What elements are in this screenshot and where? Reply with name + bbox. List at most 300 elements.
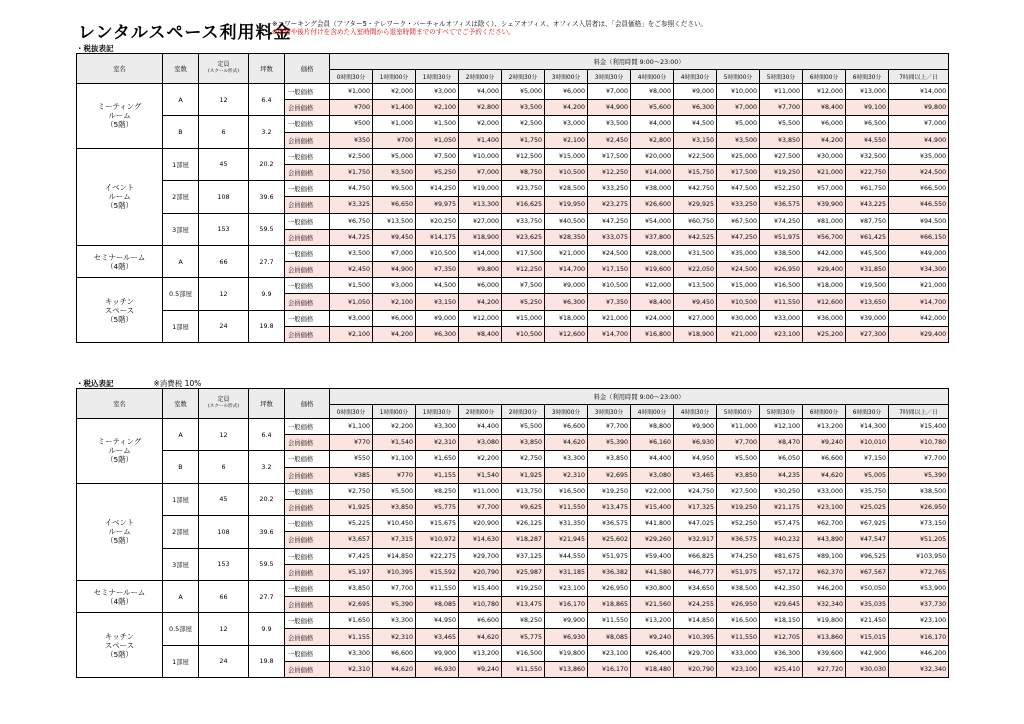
price-cell: ¥500 bbox=[330, 116, 373, 132]
price-cell: ¥23,625 bbox=[502, 229, 545, 245]
price-cell: ¥8,400 bbox=[631, 294, 674, 310]
price-cell: ¥41,580 bbox=[631, 564, 674, 580]
price-cell: ¥36,575 bbox=[588, 516, 631, 532]
room-name-line: （5階） bbox=[106, 649, 133, 659]
price-cell: ¥87,750 bbox=[846, 213, 889, 229]
price-cell: ¥62,700 bbox=[803, 516, 846, 532]
room-count: 1部屋 bbox=[163, 310, 199, 342]
header-duration: 2時間00分 bbox=[459, 70, 502, 84]
price-cell: ¥11,550 bbox=[545, 499, 588, 515]
page-title: レンタルスペース利用料金 bbox=[78, 23, 292, 43]
price-cell: ¥26,950 bbox=[717, 597, 760, 613]
price-cell: ¥59,400 bbox=[631, 548, 674, 564]
room-capacity: 6 bbox=[199, 451, 249, 483]
price-cell: ¥3,850 bbox=[373, 499, 416, 515]
room-capacity: 153 bbox=[199, 548, 249, 580]
price-cell: ¥14,000 bbox=[889, 84, 949, 100]
room-name-line: ルーム bbox=[108, 192, 131, 202]
price-cell: ¥22,050 bbox=[674, 262, 717, 278]
price-row bbox=[77, 116, 949, 132]
price-cell: ¥67,500 bbox=[717, 213, 760, 229]
tax-note: ※消費税 10% bbox=[153, 379, 202, 388]
room-name-line: （5階） bbox=[106, 314, 133, 324]
price-cell: ¥5,390 bbox=[889, 467, 949, 483]
price-cell: ¥5,005 bbox=[846, 467, 889, 483]
price-cell: ¥52,250 bbox=[717, 516, 760, 532]
price-row bbox=[77, 84, 949, 100]
note-member: ※コワーキング会員（アフター5・テレワーク・バーチャルオフィスは除く）、シェアオフィス、オフィス入居者は、「会員価格」をご参照ください。 bbox=[272, 20, 708, 28]
price-cell: ¥3,500 bbox=[588, 116, 631, 132]
room-tsubo: 6.4 bbox=[249, 419, 285, 451]
price-cell: ¥10,500 bbox=[502, 326, 545, 342]
price-cell: ¥6,300 bbox=[416, 326, 459, 342]
price-cell: ¥4,950 bbox=[416, 613, 459, 629]
price-cell: ¥25,602 bbox=[588, 532, 631, 548]
price-cell: ¥3,465 bbox=[416, 629, 459, 645]
price-cell: ¥10,500 bbox=[416, 245, 459, 261]
price-cell: ¥3,850 bbox=[717, 467, 760, 483]
price-cell: ¥7,700 bbox=[889, 451, 949, 467]
price-cell: ¥7,500 bbox=[416, 148, 459, 164]
price-cell: ¥7,700 bbox=[459, 499, 502, 515]
price-cell: ¥7,000 bbox=[459, 164, 502, 180]
room-name-line: ルーム bbox=[108, 527, 131, 537]
price-cell: ¥5,500 bbox=[717, 451, 760, 467]
price-cell: ¥23,275 bbox=[588, 197, 631, 213]
price-cell: ¥31,500 bbox=[674, 245, 717, 261]
header-duration: 3時間00分 bbox=[545, 405, 588, 419]
price-cell: ¥32,917 bbox=[674, 532, 717, 548]
price-cell: ¥8,800 bbox=[631, 419, 674, 435]
header-capacity-sub: (スクール形式) bbox=[207, 404, 240, 409]
price-cell: ¥26,400 bbox=[631, 645, 674, 661]
price-cell: ¥36,382 bbox=[588, 564, 631, 580]
member-price-label: 会員価格 bbox=[285, 564, 330, 580]
price-cell: ¥1,650 bbox=[416, 451, 459, 467]
price-cell: ¥54,000 bbox=[631, 213, 674, 229]
price-cell: ¥6,300 bbox=[545, 294, 588, 310]
price-cell: ¥7,350 bbox=[588, 294, 631, 310]
price-cell: ¥30,000 bbox=[717, 310, 760, 326]
room-name bbox=[77, 245, 163, 277]
price-cell: ¥42,000 bbox=[803, 245, 846, 261]
price-cell: ¥13,300 bbox=[459, 197, 502, 213]
price-cell: ¥3,657 bbox=[330, 532, 373, 548]
price-cell: ¥26,950 bbox=[889, 499, 949, 515]
price-cell: ¥3,080 bbox=[631, 467, 674, 483]
price-cell: ¥61,425 bbox=[846, 229, 889, 245]
room-tsubo: 27.7 bbox=[249, 245, 285, 277]
header-duration: 1時間30分 bbox=[416, 405, 459, 419]
price-cell: ¥2,750 bbox=[502, 451, 545, 467]
price-cell: ¥3,500 bbox=[717, 132, 760, 148]
room-capacity: 66 bbox=[199, 245, 249, 277]
price-cell: ¥18,150 bbox=[760, 613, 803, 629]
price-cell: ¥18,900 bbox=[674, 326, 717, 342]
price-cell: ¥3,325 bbox=[330, 197, 373, 213]
price-cell: ¥4,200 bbox=[459, 294, 502, 310]
price-cell: ¥16,170 bbox=[588, 661, 631, 677]
price-cell: ¥27,000 bbox=[674, 310, 717, 326]
price-cell: ¥31,185 bbox=[545, 564, 588, 580]
price-cell: ¥6,000 bbox=[803, 116, 846, 132]
price-cell: ¥4,400 bbox=[459, 419, 502, 435]
price-cell: ¥19,000 bbox=[459, 181, 502, 197]
room-name-line: ルーム bbox=[108, 111, 131, 121]
price-cell: ¥22,000 bbox=[631, 483, 674, 499]
header-capacity-sub: (スクール形式) bbox=[207, 69, 240, 74]
general-price-label: 一般価格 bbox=[285, 548, 330, 564]
room-capacity: 108 bbox=[199, 516, 249, 548]
room-name-line: （4階） bbox=[106, 596, 133, 606]
general-price-label: 一般価格 bbox=[285, 148, 330, 164]
price-cell: ¥8,250 bbox=[416, 483, 459, 499]
price-cell: ¥28,350 bbox=[545, 229, 588, 245]
price-cell: ¥5,390 bbox=[373, 597, 416, 613]
price-cell: ¥25,200 bbox=[803, 326, 846, 342]
price-cell: ¥50,050 bbox=[846, 580, 889, 596]
room-capacity: 45 bbox=[199, 148, 249, 180]
price-cell: ¥13,000 bbox=[846, 84, 889, 100]
price-cell: ¥7,700 bbox=[760, 100, 803, 116]
price-cell: ¥2,310 bbox=[330, 661, 373, 677]
price-cell: ¥96,525 bbox=[846, 548, 889, 564]
price-cell: ¥2,000 bbox=[373, 84, 416, 100]
header-duration: 2時間30分 bbox=[502, 405, 545, 419]
price-cell: ¥3,300 bbox=[373, 613, 416, 629]
price-cell: ¥19,250 bbox=[717, 499, 760, 515]
price-cell: ¥18,000 bbox=[545, 310, 588, 326]
room-name bbox=[77, 419, 163, 484]
header-fee: 料金（利用時間 9:00〜23:00） bbox=[330, 54, 949, 70]
price-cell: ¥9,900 bbox=[545, 613, 588, 629]
price-cell: ¥16,500 bbox=[545, 483, 588, 499]
price-cell: ¥6,000 bbox=[373, 310, 416, 326]
price-cell: ¥10,010 bbox=[846, 435, 889, 451]
price-cell: ¥57,000 bbox=[803, 181, 846, 197]
price-cell: ¥5,000 bbox=[717, 116, 760, 132]
room-count: 2部屋 bbox=[163, 181, 199, 213]
price-cell: ¥9,000 bbox=[545, 278, 588, 294]
price-cell: ¥3,500 bbox=[502, 100, 545, 116]
price-cell: ¥350 bbox=[330, 132, 373, 148]
price-cell: ¥74,250 bbox=[760, 213, 803, 229]
price-cell: ¥42,000 bbox=[889, 310, 949, 326]
price-cell: ¥5,390 bbox=[588, 435, 631, 451]
price-cell: ¥2,695 bbox=[588, 467, 631, 483]
price-cell: ¥24,000 bbox=[631, 310, 674, 326]
room-tsubo: 3.2 bbox=[249, 116, 285, 148]
price-cell: ¥12,500 bbox=[502, 148, 545, 164]
price-cell: ¥2,100 bbox=[330, 326, 373, 342]
price-cell: ¥66,150 bbox=[889, 229, 949, 245]
price-cell: ¥33,075 bbox=[588, 229, 631, 245]
price-cell: ¥5,775 bbox=[416, 499, 459, 515]
price-cell: ¥36,000 bbox=[803, 310, 846, 326]
price-cell: ¥23,100 bbox=[588, 645, 631, 661]
price-cell: ¥21,450 bbox=[846, 613, 889, 629]
general-price-label: 一般価格 bbox=[285, 310, 330, 326]
price-cell: ¥10,500 bbox=[717, 294, 760, 310]
header-duration: 7時間以上／日 bbox=[889, 405, 949, 419]
price-cell: ¥23,100 bbox=[889, 613, 949, 629]
room-name-line: （5階） bbox=[106, 120, 133, 130]
price-cell: ¥6,160 bbox=[631, 435, 674, 451]
price-cell: ¥7,000 bbox=[717, 100, 760, 116]
room-name-line: スペース bbox=[104, 305, 135, 315]
price-cell: ¥23,750 bbox=[502, 181, 545, 197]
header-duration: 4時間30分 bbox=[674, 405, 717, 419]
price-cell: ¥25,025 bbox=[846, 499, 889, 515]
price-cell: ¥10,780 bbox=[459, 597, 502, 613]
section-label-text: ・税込表記 bbox=[76, 379, 114, 388]
price-cell: ¥7,150 bbox=[846, 451, 889, 467]
price-cell: ¥5,000 bbox=[373, 148, 416, 164]
price-cell: ¥22,275 bbox=[416, 548, 459, 564]
price-cell: ¥67,567 bbox=[846, 564, 889, 580]
price-cell: ¥40,500 bbox=[545, 213, 588, 229]
price-cell: ¥4,620 bbox=[545, 435, 588, 451]
price-cell: ¥12,000 bbox=[459, 310, 502, 326]
price-cell: ¥16,170 bbox=[889, 629, 949, 645]
price-cell: ¥4,400 bbox=[631, 451, 674, 467]
price-cell: ¥57,475 bbox=[760, 516, 803, 532]
price-cell: ¥72,765 bbox=[889, 564, 949, 580]
price-cell: ¥12,705 bbox=[760, 629, 803, 645]
price-cell: ¥3,300 bbox=[545, 451, 588, 467]
price-cell: ¥38,000 bbox=[631, 181, 674, 197]
price-cell: ¥34,300 bbox=[889, 262, 949, 278]
price-cell: ¥14,630 bbox=[459, 532, 502, 548]
price-cell: ¥11,550 bbox=[717, 629, 760, 645]
room-name-line: キッチン bbox=[104, 631, 135, 641]
room-name bbox=[77, 148, 163, 245]
price-cell: ¥31,350 bbox=[545, 516, 588, 532]
header-duration: 7時間以上／日 bbox=[889, 70, 949, 84]
room-capacity: 66 bbox=[199, 580, 249, 612]
price-cell: ¥3,500 bbox=[373, 164, 416, 180]
price-cell: ¥2,800 bbox=[459, 100, 502, 116]
price-cell: ¥81,000 bbox=[803, 213, 846, 229]
header-room: 室名 bbox=[77, 389, 163, 419]
price-cell: ¥28,500 bbox=[545, 181, 588, 197]
price-cell: ¥15,400 bbox=[631, 499, 674, 515]
price-cell: ¥41,800 bbox=[631, 516, 674, 532]
price-cell: ¥57,172 bbox=[760, 564, 803, 580]
general-price-label: 一般価格 bbox=[285, 116, 330, 132]
price-cell: ¥20,790 bbox=[674, 661, 717, 677]
header-duration: 5時間00分 bbox=[717, 405, 760, 419]
price-cell: ¥3,300 bbox=[330, 645, 373, 661]
price-row bbox=[77, 310, 949, 326]
price-cell: ¥10,000 bbox=[459, 148, 502, 164]
price-cell: ¥4,900 bbox=[889, 132, 949, 148]
price-cell: ¥14,700 bbox=[545, 262, 588, 278]
header-duration: 2時間00分 bbox=[459, 405, 502, 419]
price-cell: ¥30,000 bbox=[803, 148, 846, 164]
price-cell: ¥3,500 bbox=[330, 245, 373, 261]
price-cell: ¥52,250 bbox=[760, 181, 803, 197]
price-cell: ¥8,085 bbox=[416, 597, 459, 613]
price-cell: ¥1,540 bbox=[459, 467, 502, 483]
price-cell: ¥3,850 bbox=[588, 451, 631, 467]
price-cell: ¥9,000 bbox=[674, 84, 717, 100]
room-tsubo: 27.7 bbox=[249, 580, 285, 612]
member-price-label: 会員価格 bbox=[285, 435, 330, 451]
price-cell: ¥4,950 bbox=[674, 451, 717, 467]
price-cell: ¥13,860 bbox=[545, 661, 588, 677]
price-cell: ¥3,080 bbox=[459, 435, 502, 451]
price-cell: ¥19,500 bbox=[846, 278, 889, 294]
header-duration: 2時間30分 bbox=[502, 70, 545, 84]
price-cell: ¥17,500 bbox=[502, 245, 545, 261]
price-cell: ¥47,547 bbox=[846, 532, 889, 548]
price-cell: ¥19,250 bbox=[588, 483, 631, 499]
header-duration: 4時間00分 bbox=[631, 70, 674, 84]
room-tsubo: 9.9 bbox=[249, 613, 285, 645]
price-cell: ¥24,500 bbox=[889, 164, 949, 180]
price-cell: ¥19,600 bbox=[631, 262, 674, 278]
price-cell: ¥61,750 bbox=[846, 181, 889, 197]
price-cell: ¥7,700 bbox=[373, 580, 416, 596]
price-cell: ¥74,250 bbox=[717, 548, 760, 564]
price-cell: ¥11,550 bbox=[502, 661, 545, 677]
general-price-label: 一般価格 bbox=[285, 419, 330, 435]
price-cell: ¥7,000 bbox=[373, 245, 416, 261]
header-count: 室数 bbox=[163, 54, 199, 84]
header-duration: 6時間30分 bbox=[846, 70, 889, 84]
price-cell: ¥10,500 bbox=[588, 278, 631, 294]
member-price-label: 会員価格 bbox=[285, 326, 330, 342]
header-duration: 6時間00分 bbox=[803, 70, 846, 84]
price-cell: ¥14,300 bbox=[846, 419, 889, 435]
price-cell: ¥34,650 bbox=[674, 580, 717, 596]
price-cell: ¥33,750 bbox=[502, 213, 545, 229]
member-price-label: 会員価格 bbox=[285, 661, 330, 677]
member-price-label: 会員価格 bbox=[285, 262, 330, 278]
price-cell: ¥8,250 bbox=[502, 613, 545, 629]
price-cell: ¥11,550 bbox=[416, 580, 459, 596]
price-cell: ¥38,500 bbox=[889, 483, 949, 499]
price-cell: ¥29,400 bbox=[889, 326, 949, 342]
price-cell: ¥27,300 bbox=[846, 326, 889, 342]
price-cell: ¥46,777 bbox=[674, 564, 717, 580]
room-capacity: 12 bbox=[199, 84, 249, 116]
price-cell: ¥6,930 bbox=[545, 629, 588, 645]
price-cell: ¥15,000 bbox=[502, 310, 545, 326]
price-cell: ¥29,260 bbox=[631, 532, 674, 548]
price-cell: ¥27,500 bbox=[760, 148, 803, 164]
price-cell: ¥26,125 bbox=[502, 516, 545, 532]
room-tsubo: 19.8 bbox=[249, 310, 285, 342]
price-cell: ¥14,250 bbox=[416, 181, 459, 197]
price-cell: ¥21,000 bbox=[803, 164, 846, 180]
price-cell: ¥13,650 bbox=[846, 294, 889, 310]
price-row bbox=[77, 148, 949, 164]
price-cell: ¥23,100 bbox=[760, 326, 803, 342]
price-cell: ¥5,250 bbox=[416, 164, 459, 180]
price-cell: ¥4,550 bbox=[846, 132, 889, 148]
price-cell: ¥14,850 bbox=[373, 548, 416, 564]
price-cell: ¥12,600 bbox=[803, 294, 846, 310]
price-cell: ¥1,750 bbox=[502, 132, 545, 148]
price-cell: ¥32,500 bbox=[846, 148, 889, 164]
price-cell: ¥18,287 bbox=[502, 532, 545, 548]
price-cell: ¥4,620 bbox=[459, 629, 502, 645]
room-tsubo: 19.8 bbox=[249, 645, 285, 677]
general-price-label: 一般価格 bbox=[285, 181, 330, 197]
price-cell: ¥4,620 bbox=[373, 661, 416, 677]
price-cell: ¥35,000 bbox=[889, 148, 949, 164]
price-cell: ¥8,750 bbox=[502, 164, 545, 180]
price-cell: ¥8,470 bbox=[760, 435, 803, 451]
price-cell: ¥17,500 bbox=[717, 164, 760, 180]
price-cell: ¥49,000 bbox=[889, 245, 949, 261]
price-row bbox=[77, 548, 949, 564]
price-cell: ¥16,170 bbox=[545, 597, 588, 613]
header-duration: 5時間30分 bbox=[760, 70, 803, 84]
room-count: 3部屋 bbox=[163, 548, 199, 580]
price-cell: ¥11,000 bbox=[717, 419, 760, 435]
price-cell: ¥4,900 bbox=[373, 262, 416, 278]
price-cell: ¥4,620 bbox=[803, 467, 846, 483]
price-cell: ¥3,850 bbox=[330, 580, 373, 596]
price-cell: ¥38,500 bbox=[760, 245, 803, 261]
price-cell: ¥6,600 bbox=[545, 419, 588, 435]
price-cell: ¥6,600 bbox=[459, 613, 502, 629]
price-cell: ¥37,730 bbox=[889, 597, 949, 613]
room-tsubo: 9.9 bbox=[249, 278, 285, 310]
room-count: 2部屋 bbox=[163, 516, 199, 548]
price-cell: ¥5,500 bbox=[373, 483, 416, 499]
member-price-label: 会員価格 bbox=[285, 229, 330, 245]
general-price-label: 一般価格 bbox=[285, 580, 330, 596]
header-count: 室数 bbox=[163, 389, 199, 419]
price-cell: ¥1,650 bbox=[330, 613, 373, 629]
room-count: 1部屋 bbox=[163, 148, 199, 180]
header-duration: 1時間00分 bbox=[373, 70, 416, 84]
room-count: B bbox=[163, 451, 199, 483]
price-cell: ¥27,720 bbox=[803, 661, 846, 677]
price-cell: ¥9,625 bbox=[502, 499, 545, 515]
price-cell: ¥2,310 bbox=[373, 629, 416, 645]
room-capacity: 108 bbox=[199, 181, 249, 213]
header-duration: 5時間00分 bbox=[717, 70, 760, 84]
price-cell: ¥6,300 bbox=[674, 100, 717, 116]
room-name bbox=[77, 613, 163, 678]
price-cell: ¥35,750 bbox=[846, 483, 889, 499]
price-cell: ¥15,592 bbox=[416, 564, 459, 580]
price-cell: ¥18,480 bbox=[631, 661, 674, 677]
price-cell: ¥17,150 bbox=[588, 262, 631, 278]
price-cell: ¥27,000 bbox=[459, 213, 502, 229]
header-price: 価格 bbox=[285, 54, 330, 84]
price-row bbox=[77, 580, 949, 596]
general-price-label: 一般価格 bbox=[285, 245, 330, 261]
section-label-text: ・税抜表記 bbox=[76, 44, 114, 53]
room-tsubo: 20.2 bbox=[249, 483, 285, 515]
price-cell: ¥53,900 bbox=[889, 580, 949, 596]
price-cell: ¥51,205 bbox=[889, 532, 949, 548]
room-capacity: 24 bbox=[199, 645, 249, 677]
price-cell: ¥9,100 bbox=[846, 100, 889, 116]
price-cell: ¥12,000 bbox=[631, 278, 674, 294]
price-cell: ¥46,200 bbox=[803, 580, 846, 596]
price-cell: ¥81,675 bbox=[760, 548, 803, 564]
price-cell: ¥385 bbox=[330, 467, 373, 483]
header-capacity-label: 定員 bbox=[217, 396, 230, 403]
price-cell: ¥32,340 bbox=[803, 597, 846, 613]
